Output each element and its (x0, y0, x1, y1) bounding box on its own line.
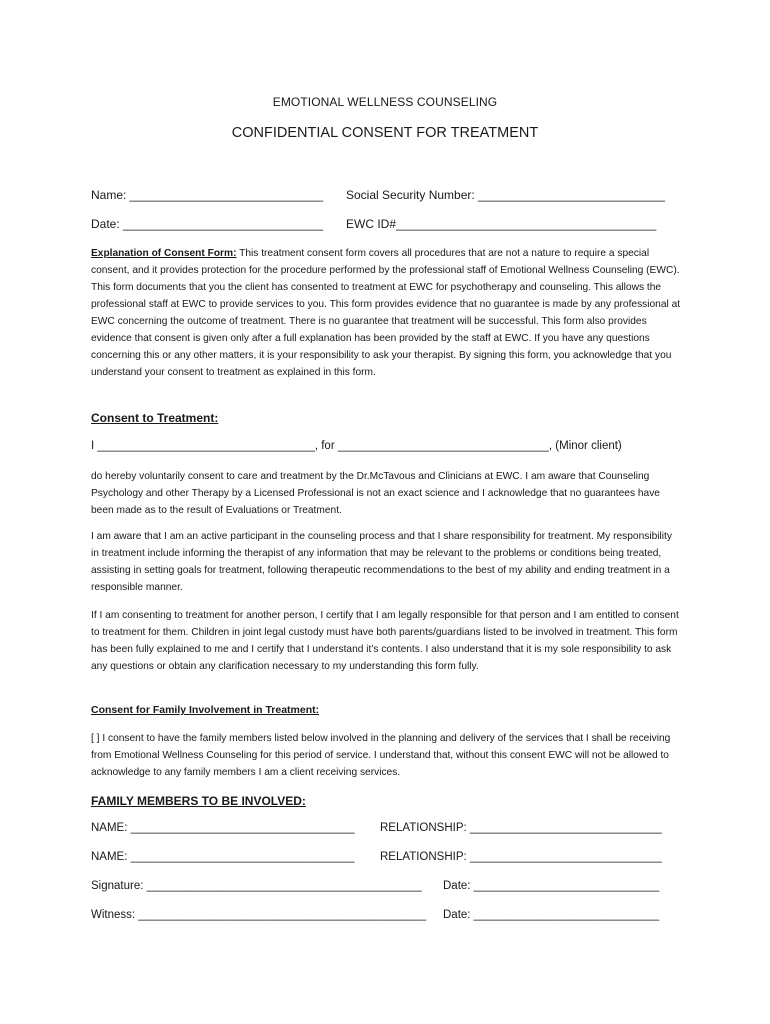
name-field[interactable]: Name: _____________________________ (91, 188, 324, 202)
family-member-row-2 (91, 851, 681, 863)
ewc-id-field[interactable]: EWC ID#_______________________________________ (346, 217, 657, 231)
document-title: CONFIDENTIAL CONSENT FOR TREATMENT (231, 125, 539, 141)
explanation-body: This treatment consent form covers all procedures that are not a nature to require a special consent, and it provides protection for the procedure performed by the professional staff of Emotional Wellness Counseling (EWC). This form documents that you the client has consented to treatment at EWC for psychotherapy and counseling. This allows the professional staff at EWC to provide services to you. This form provides evidence that no guarantee is made by any professional at EWC concerning the outcome of treatment. There is no guarantee that treatment will be successful. This form also provides evidence that consent is given only after a full explanation has been provided by the staff at EWC. If you have any questions concerning this or any other matters, it is your responsibility to ask your therapist. By signing this form, you acknowledge that you understand your consent to treatment as explained in this form. (91, 248, 681, 378)
family-member-2-name-field[interactable]: NAME: ___________________________________ (91, 851, 355, 863)
witness-row (91, 909, 681, 921)
signature-row (91, 880, 681, 892)
name-ssn-row (91, 188, 681, 202)
consent-heading: Consent to Treatment: (91, 411, 219, 425)
signature-field[interactable]: Signature: ___________________________________________ (91, 880, 422, 892)
family-consent-paragraph[interactable]: [ ] I consent to have the family members listed below involved in the planning and delivery of the services that I shall be receiving from Emotional Wellness Counseling for this period of service. I understand that, without this consent EWC will not be allowed to acknowledge to any family members I am a client receiving services. (91, 733, 671, 778)
explanation-paragraph (91, 245, 681, 381)
consent-name-line[interactable]: I __________________________________, for _________________________________, (Minor client) (91, 440, 622, 452)
consent-paragraph-2: I am aware that I am an active participant in the counseling process and that I share responsibility for treatment. My responsibility in treatment include informing the therapist of any information that may be relevant to the problems or conditions being treated, assisting in setting goals for treatment, following therapeutic recommendations to the best of my ability and ending treatment in a responsible manner. (91, 531, 672, 593)
signature-date-field[interactable]: Date: _____________________________ (443, 880, 660, 892)
explanation-heading: Explanation of Consent Form: (91, 248, 237, 259)
consent-paragraph-1: do hereby voluntarily consent to care and treatment by the Dr.McTavous and Clinicians at EWC. I am aware that Counseling Psychology and other Therapy by a Licensed Professional is not an exact science and I acknowledge that no guarantees have been made as to the result of Evaluations or Treatment. (91, 471, 660, 516)
family-member-2-relationship-field[interactable]: RELATIONSHIP: ______________________________ (380, 851, 662, 863)
ssn-field[interactable]: Social Security Number: ____________________________ (346, 188, 665, 202)
witness-date-field[interactable]: Date: _____________________________ (443, 909, 660, 921)
family-members-heading: FAMILY MEMBERS TO BE INVOLVED: (91, 794, 306, 808)
org-title: EMOTIONAL WELLNESS COUNSELING (272, 95, 498, 109)
family-member-1-name-field[interactable]: NAME: ___________________________________ (91, 822, 355, 834)
family-member-row-1 (91, 822, 681, 834)
witness-field[interactable]: Witness: _____________________________________________ (91, 909, 427, 921)
date-ewcid-row (91, 217, 681, 231)
family-consent-heading: Consent for Family Involvement in Treatment: (91, 704, 320, 716)
consent-paragraph-3: If I am consenting to treatment for another person, I certify that I am legally responsible for that person and I am entitled to consent to treatment for them. Children in joint legal custody must have both parents/guardians listed to be involved in treatment. This form has been fully explained to me and I certify that I understand it’s contents. I also understand that it is my sole responsibility to ask any questions or obtain any clarification necessary to my understanding this form fully. (91, 610, 679, 672)
family-member-1-relationship-field[interactable]: RELATIONSHIP: ______________________________ (380, 822, 662, 834)
date-field[interactable]: Date: ______________________________ (91, 217, 324, 231)
